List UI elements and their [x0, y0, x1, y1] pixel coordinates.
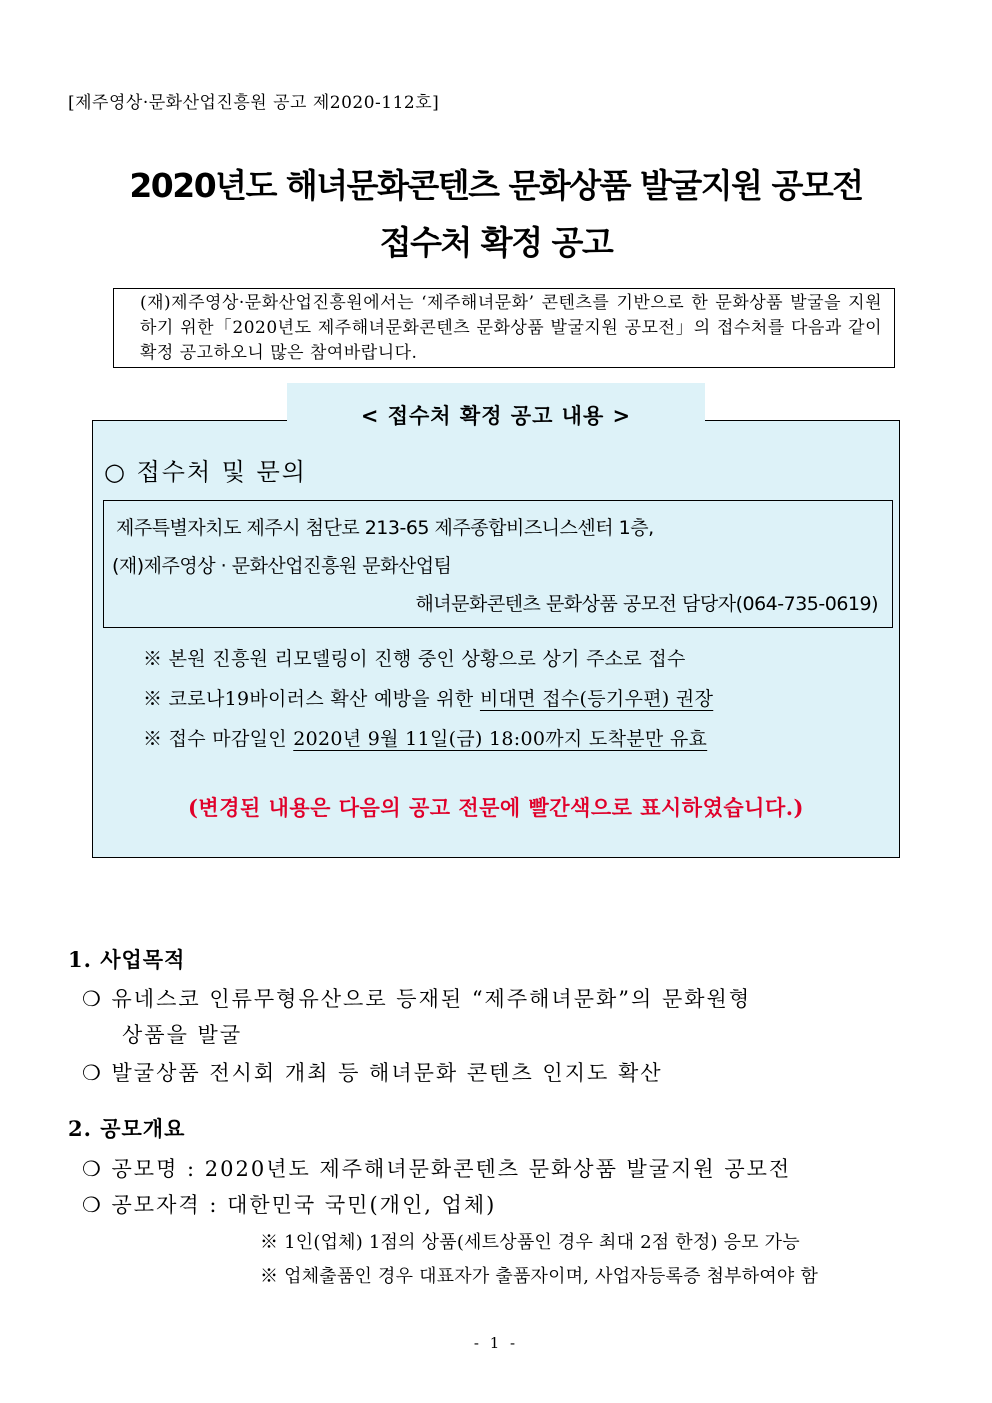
address-box — [103, 500, 893, 628]
section-1-item: ❍ 유네스코 인류무형유산으로 등재된 “제주해녀문화”의 문화원형 — [82, 987, 752, 1011]
reception-heading: ○ 접수처 및 문의 — [104, 458, 307, 486]
intro-box: (재)제주영상·문화산업진흥원에서는 ‘제주해녀문화’ 콘텐츠를 기반으로 한 문화상품 발굴을 지원하기 위한「2020년도 제주해녀문화콘텐츠 문화상품 발굴지원 공모전」의 접수처를 다음과 같이 확정 공고하오니 많은 참여바랍니다. — [113, 288, 895, 368]
notice-number: [제주영상·문화산업진흥원 공고 제2020-112호] — [68, 93, 440, 113]
section-2-subnote: ※ 1인(업체) 1점의 상품(세트상품인 경우 최대 2점 한정) 응모 가능 — [260, 1232, 800, 1253]
section-1-item-cont: 상품을 발굴 — [122, 1023, 243, 1047]
address-line-1: 제주특별자치도 제주시 첨단로 213-65 제주종합비즈니스센터 1층, — [116, 517, 654, 539]
note-item — [143, 684, 713, 711]
section-2-item: ❍ 공모명 : 2020년도 제주해녀문화콘텐츠 문화상품 발굴지원 공모전 — [82, 1157, 792, 1181]
section-2-item: ❍ 공모자격 : 대한민국 국민(개인, 업체) — [82, 1193, 497, 1217]
note-item — [143, 644, 686, 671]
note-text: ※ 본원 진흥원 리모델링이 진행 중인 상황으로 상기 주소로 접수 — [143, 648, 686, 670]
section-1-item: ❍ 발굴상품 전시회 개최 등 해녀문화 콘텐츠 인지도 확산 — [82, 1061, 663, 1085]
note-text: ※ 접수 마감일인 — [143, 728, 294, 750]
note-text: ※ 코로나19바이러스 확산 예방을 위한 — [143, 688, 480, 710]
address-line-3: 해녀문화콘텐츠 문화상품 공모전 담당자(064-735-0619) — [415, 593, 878, 615]
section-2-subnote: ※ 업체출품인 경우 대표자가 출품자이며, 사업자등록증 첨부하여야 함 — [260, 1266, 819, 1287]
document-title: 2020년도 해녀문화콘텐츠 문화상품 발굴지원 공모전 — [129, 166, 863, 205]
page-number: - 1 - — [473, 1334, 519, 1352]
note-item — [143, 724, 707, 751]
document-subtitle: 접수처 확정 공고 — [379, 223, 613, 262]
note-underlined: 비대면 접수(등기우편) 권장 — [479, 688, 714, 710]
notice-panel-title: < 접수처 확정 공고 내용 > — [360, 403, 632, 428]
address-line-2: (재)제주영상 · 문화산업진흥원 문화산업팀 — [112, 555, 452, 577]
section-2-heading: 2. 공모개요 — [68, 1116, 186, 1141]
section-1-heading: 1. 사업목적 — [68, 947, 186, 972]
note-underlined: 2020년 9월 11일(금) 18:00까지 도착분만 유효 — [293, 728, 708, 750]
change-notice: (변경된 내용은 다음의 공고 전문에 빨간색으로 표시하였습니다.) — [188, 795, 804, 820]
